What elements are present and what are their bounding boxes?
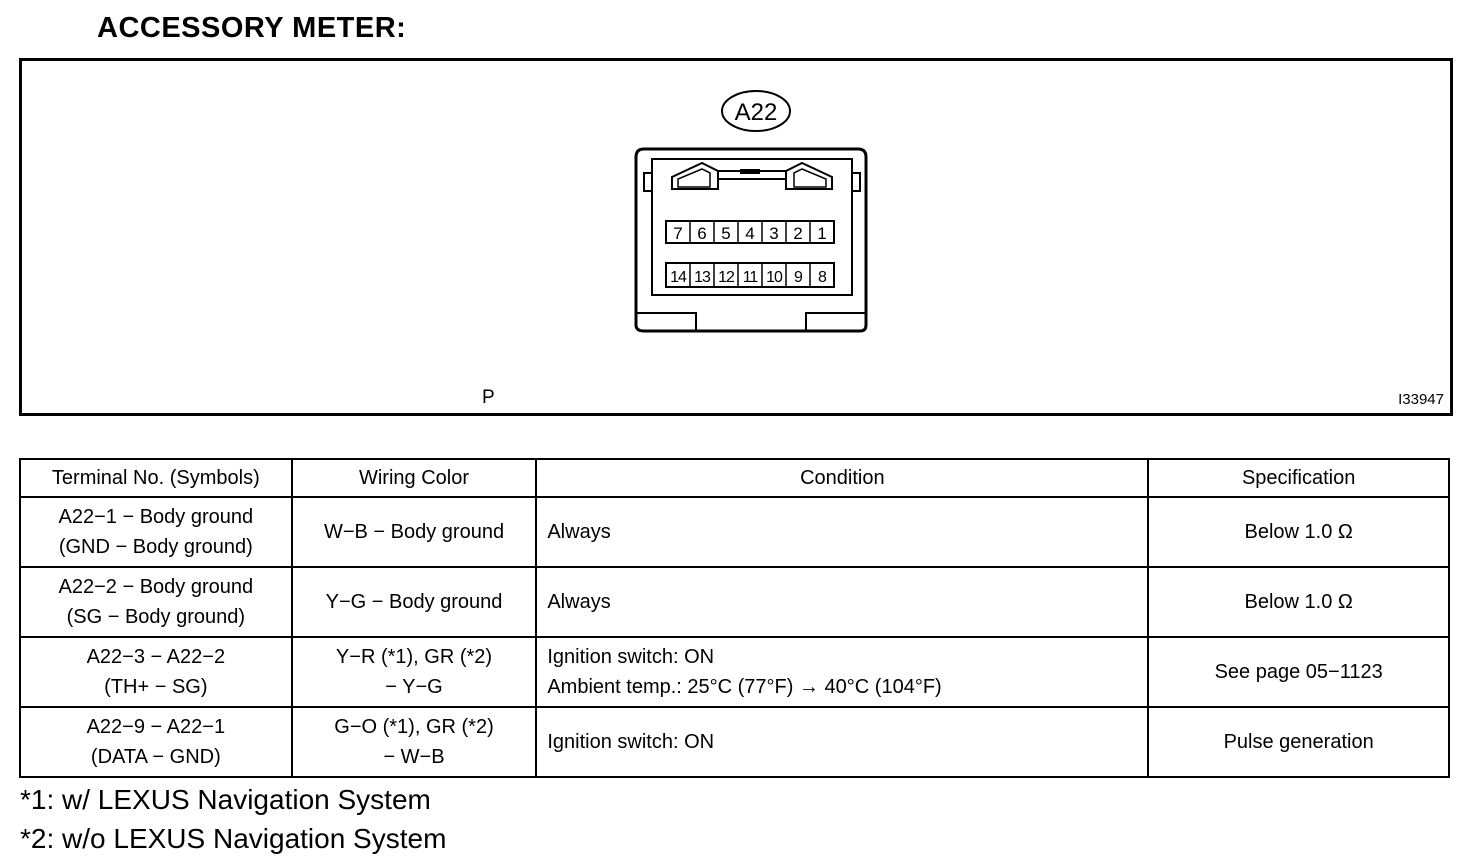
header-condition: Condition: [536, 459, 1148, 497]
connector-side-tab-right: [852, 173, 860, 191]
connector-figure: [19, 58, 1453, 416]
connector-label: A22: [734, 99, 778, 126]
inspection-table: [19, 458, 1450, 778]
table-row: [20, 637, 1449, 707]
footnotes: [20, 780, 446, 858]
connector-diagram: [622, 81, 892, 381]
pin-1: 1: [817, 224, 827, 243]
condition-cell: Ignition switch: ON: [536, 707, 1148, 777]
pin-row-top: [666, 221, 834, 243]
pin-13: 13: [694, 269, 710, 286]
connector-lock-notch: [740, 169, 760, 174]
wiring-cell: Y−G − Body ground: [292, 567, 537, 637]
pin-6: 6: [697, 224, 707, 243]
header-specification: Specification: [1148, 459, 1449, 497]
wiring-cell: W−B − Body ground: [292, 497, 537, 567]
pin-5: 5: [721, 224, 731, 243]
pin-row-bottom: [666, 263, 834, 287]
connector-latch-left: [672, 163, 718, 189]
table-header-row: [20, 459, 1449, 497]
header-terminal: Terminal No. (Symbols): [20, 459, 292, 497]
spec-cell: See page 05−1123: [1148, 637, 1449, 707]
header-wiring-color: Wiring Color: [292, 459, 537, 497]
view-label: P: [482, 387, 495, 408]
spec-cell: Pulse generation: [1148, 707, 1449, 777]
wiring-cell: G−O (*1), GR (*2) − W−B: [292, 707, 537, 777]
terminal-cell: A22−1 − Body ground (GND − Body ground): [20, 497, 292, 567]
connector-side-tab-left: [644, 173, 652, 191]
condition-cell: Always: [536, 567, 1148, 637]
connector-latch-right: [786, 163, 832, 189]
terminal-cell: A22−2 − Body ground (SG − Body ground): [20, 567, 292, 637]
pin-12: 12: [718, 269, 734, 286]
connector-foot-left: [636, 313, 696, 331]
connector-foot-right: [806, 313, 866, 331]
footnote-2: *2: w/o LEXUS Navigation System: [20, 823, 447, 854]
pin-11: 11: [742, 269, 758, 286]
pin-14: 14: [670, 269, 686, 286]
pin-2: 2: [793, 224, 803, 243]
pin-10: 10: [766, 269, 782, 286]
terminal-cell: A22−3 − A22−2 (TH+ − SG): [20, 637, 292, 707]
spec-cell: Below 1.0 Ω: [1148, 497, 1449, 567]
wiring-cell: Y−R (*1), GR (*2) − Y−G: [292, 637, 537, 707]
terminal-cell: A22−9 − A22−1 (DATA − GND): [20, 707, 292, 777]
pin-7: 7: [673, 224, 683, 243]
condition-cell: Always: [536, 497, 1148, 567]
pin-9: 9: [794, 269, 802, 286]
pin-3: 3: [769, 224, 779, 243]
pin-8: 8: [818, 269, 826, 286]
table-row: [20, 707, 1449, 777]
table-row: [20, 497, 1449, 567]
footnote-1: *1: w/ LEXUS Navigation System: [20, 784, 431, 815]
page-heading: ACCESSORY METER:: [97, 12, 407, 44]
condition-cell: Ignition switch: ON Ambient temp.: 25°C (77°F) → 40°C (104°F): [536, 637, 1148, 707]
pin-4: 4: [745, 224, 755, 243]
spec-cell: Below 1.0 Ω: [1148, 567, 1449, 637]
table-row: [20, 567, 1449, 637]
figure-id: I33947: [1398, 391, 1444, 408]
